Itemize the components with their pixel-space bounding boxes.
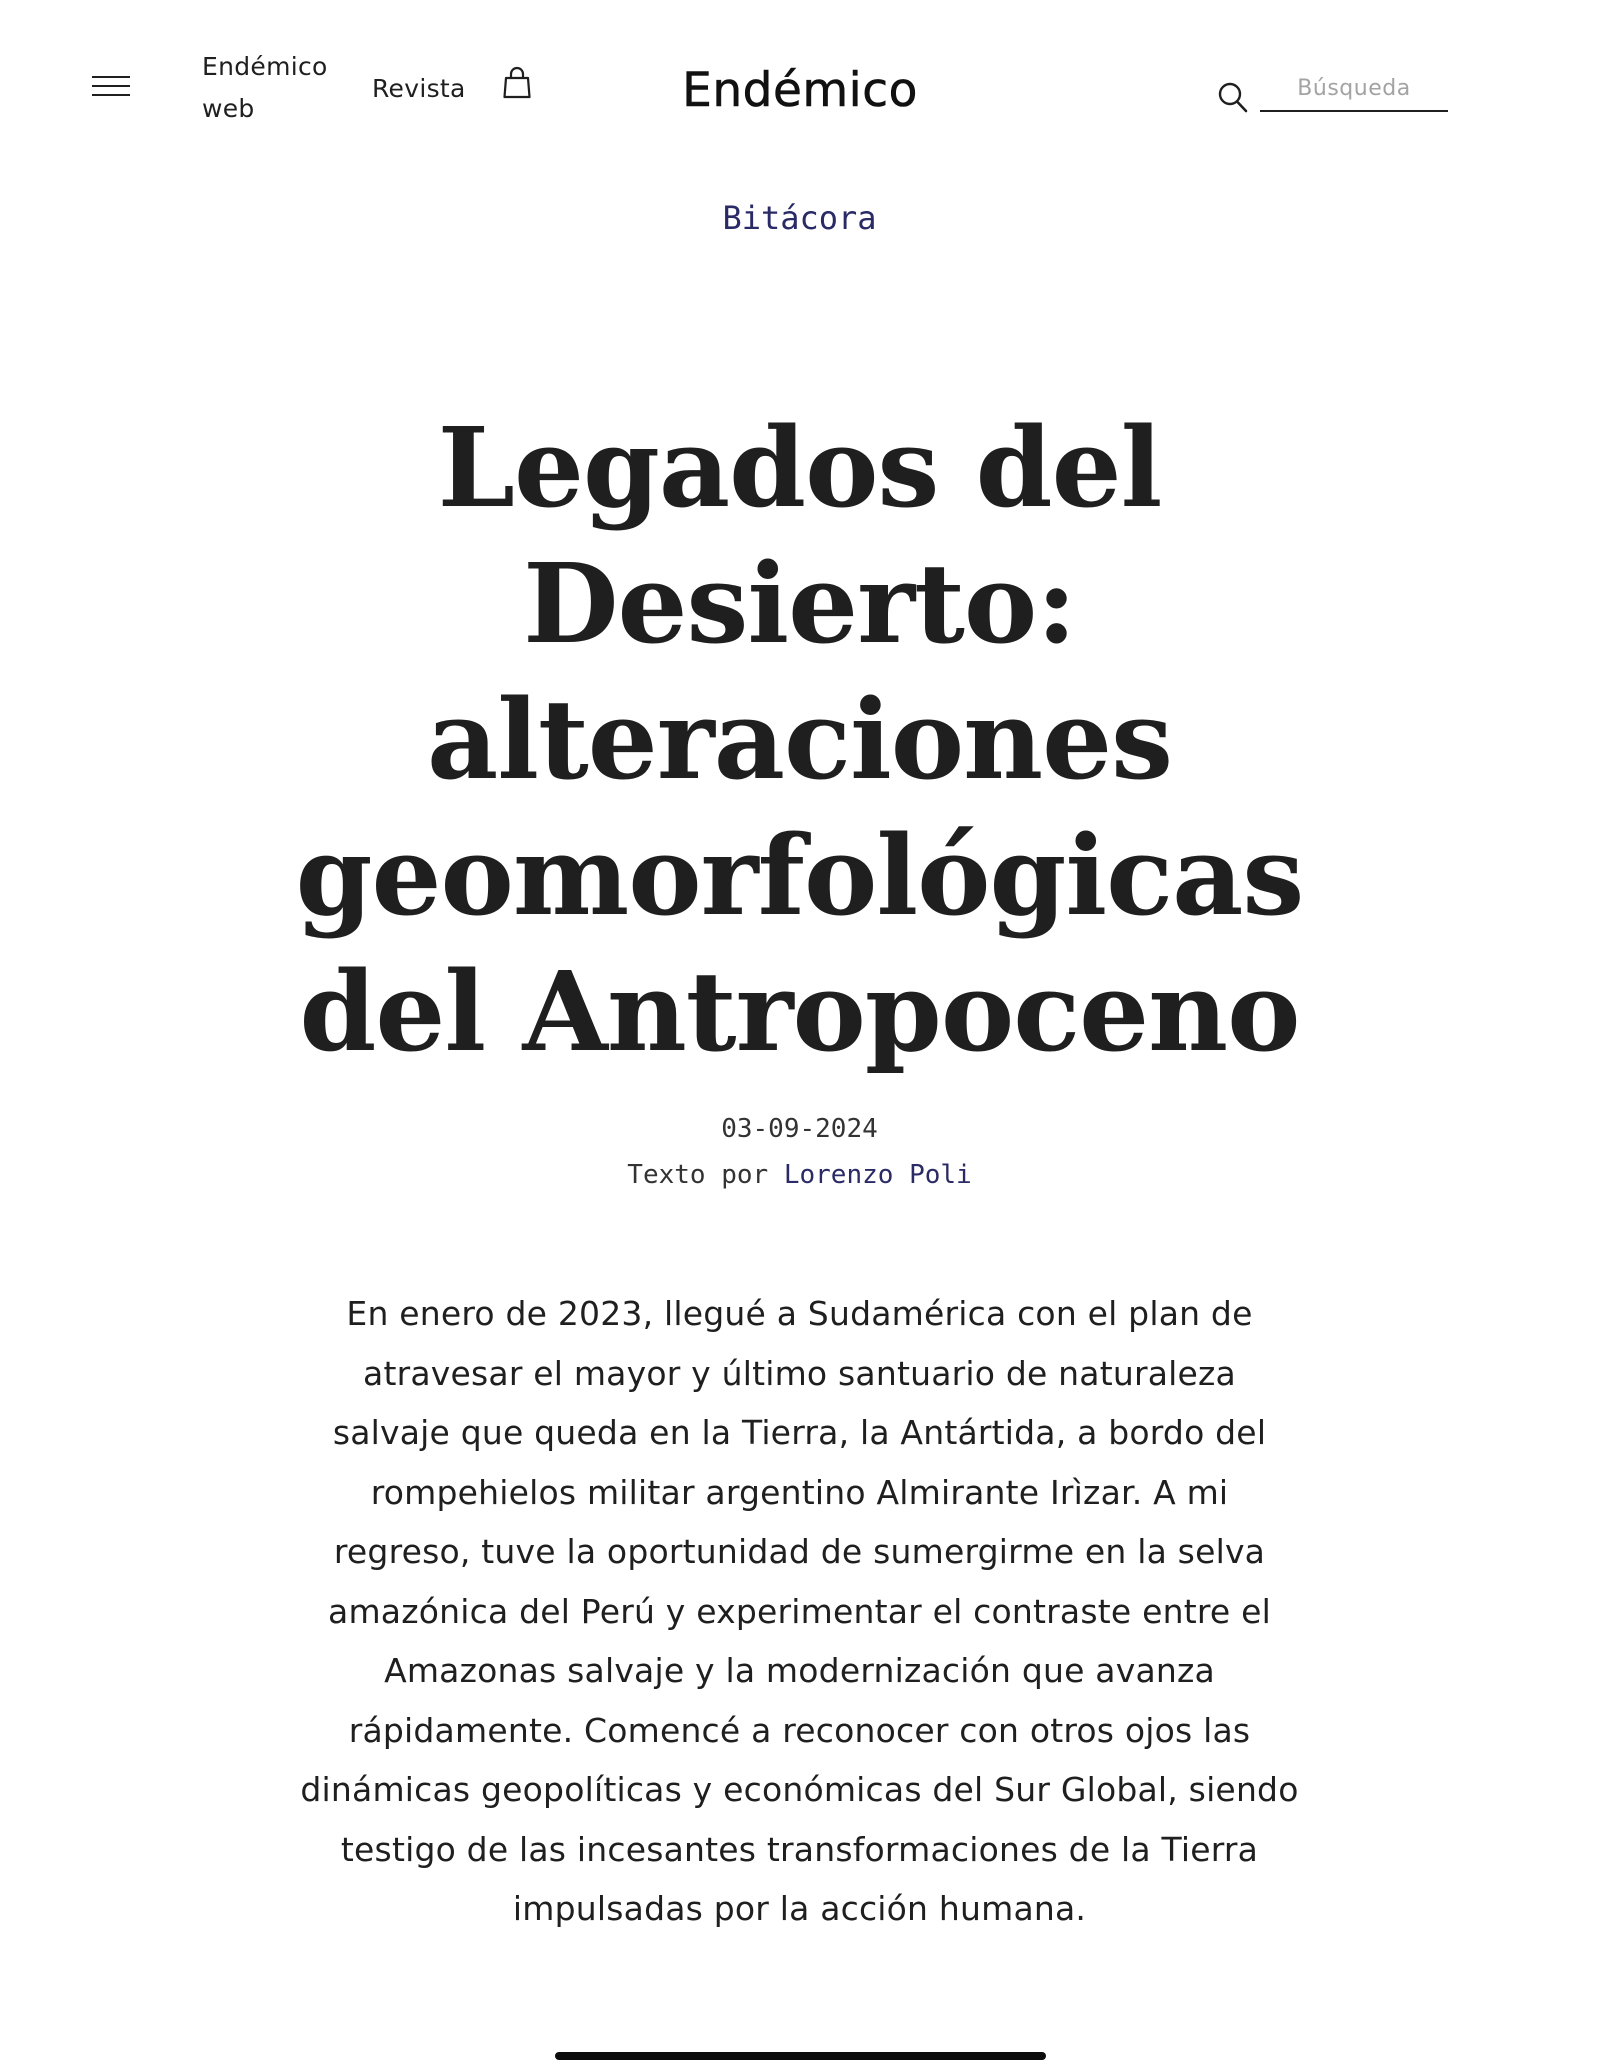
site-logo[interactable]: Endémico: [682, 63, 918, 118]
author-link[interactable]: Lorenzo Poli: [783, 1160, 972, 1190]
menu-icon[interactable]: [92, 74, 130, 100]
home-indicator: [555, 2052, 1046, 2060]
site-header: [0, 0, 1599, 160]
byline-prefix: Texto por: [627, 1160, 769, 1190]
nav-link-revista[interactable]: Revista: [372, 74, 466, 103]
section-tag-link[interactable]: Bitácora: [722, 199, 877, 237]
article-body: En enero de 2023, llegué a Sudamérica con el plan de atravesar el mayor y último santuario de naturaleza salvaje que queda en la Tierra, la Antártida, a bordo del rompehielos militar argentino Almirante Irìzar. A mi regreso, tuve la oportunidad de sumergirme en la selva amazónica del Perú y experimentar el contraste entre el Amazonas salvaje y la modernización que avanza rápidamente. Comencé a reconocer con otros ojos las dinámicas geopolíticas y económicas del Sur Global, siendo testigo de las incesantes transformaciones de la Tierra impulsadas por la acción humana.: [300, 1294, 1299, 1928]
byline: [0, 1152, 1599, 1198]
article-date: 03-09-2024: [721, 1114, 878, 1144]
nav-link-endemico-web[interactable]: Endémico web: [202, 52, 328, 123]
search-input[interactable]: [1260, 66, 1448, 112]
article-title: Legados del Desierto: alteraciones geomorfológicas del Antropoceno: [295, 403, 1304, 1076]
article-meta: [0, 1106, 1599, 1198]
search-icon[interactable]: [1217, 80, 1249, 114]
cart-icon[interactable]: [502, 66, 532, 100]
